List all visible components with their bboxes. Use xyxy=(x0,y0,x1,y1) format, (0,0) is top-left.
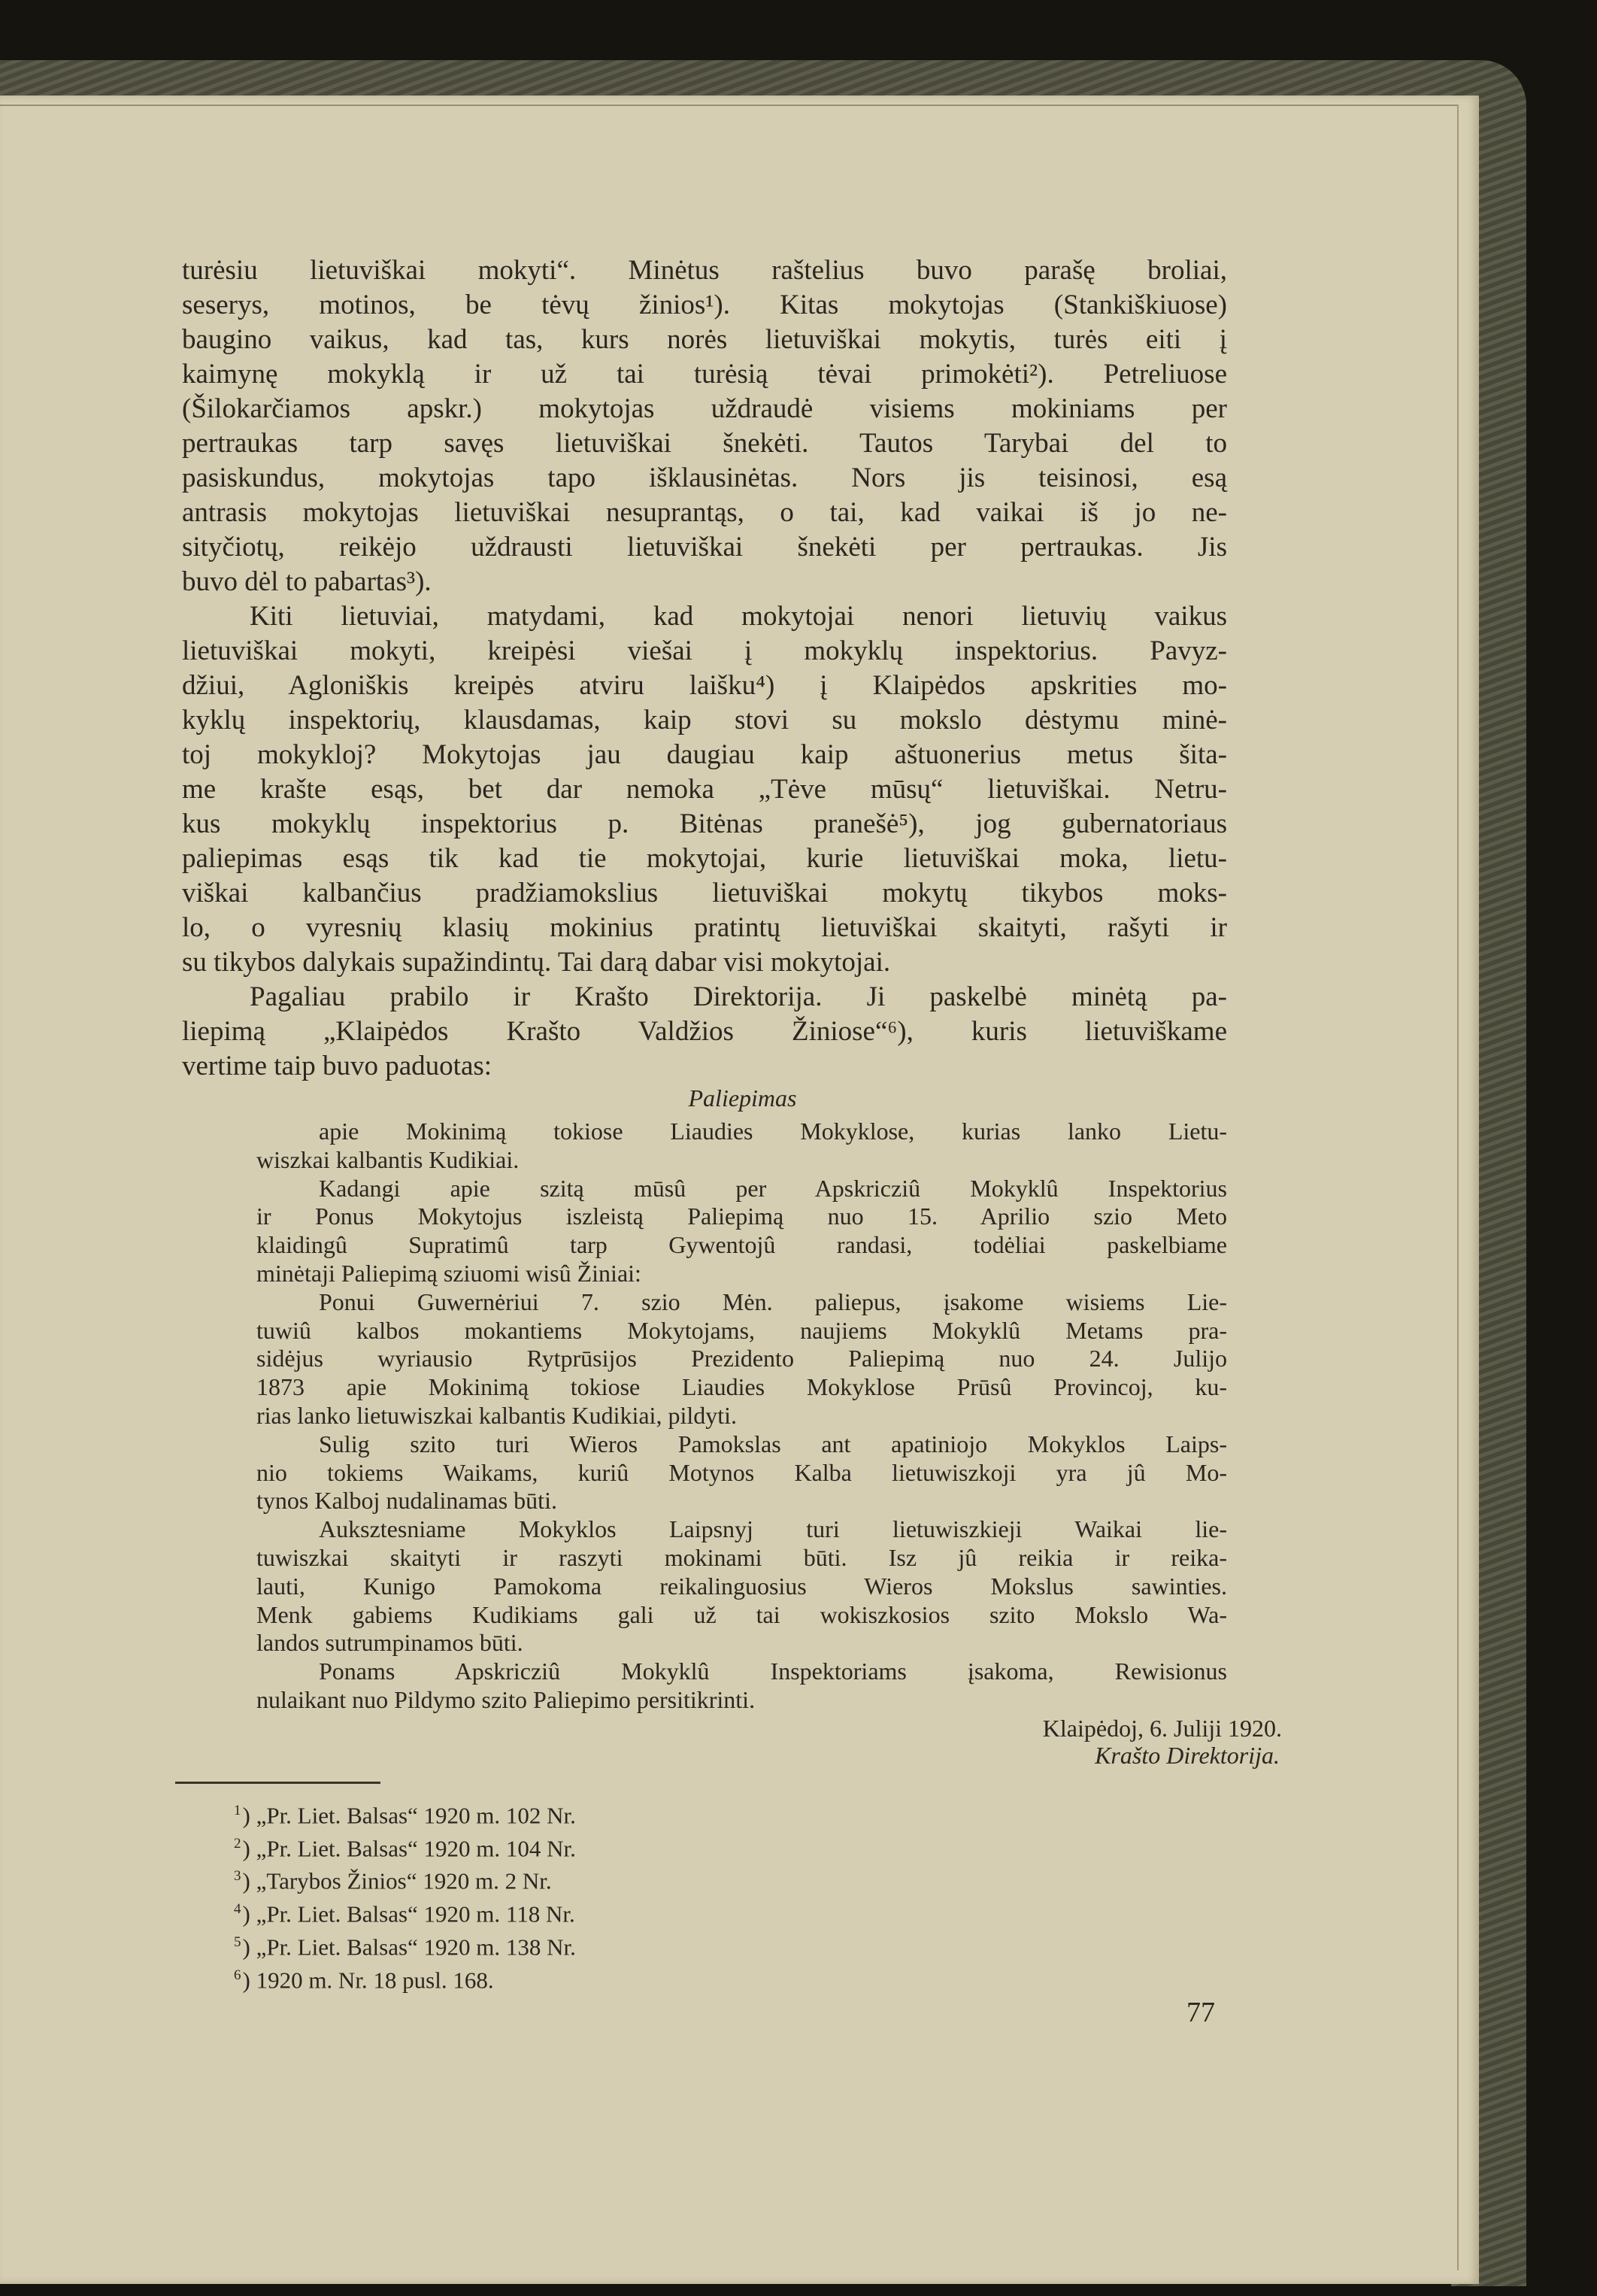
decree-text-line: tuwiszkai skaityti ir raszyti mokinami būti. Isz jû reikia ir reika- xyxy=(256,1543,1227,1571)
footnote-mark: 5 xyxy=(234,1934,241,1950)
footnote-mark: 6 xyxy=(234,1967,241,1983)
main-text-line: kaimynę mokyklą ir už tai turėsią tėvai primokėti²). Petreliuose xyxy=(182,359,1227,390)
footnote-item xyxy=(234,1862,576,1895)
main-text-line: me krašte esąs, bet dar nemoka „Tėve mūsų“ lietuviškai. Netru- xyxy=(182,774,1227,805)
footnote-text: ) „Pr. Liet. Balsas“ 1920 m. 118 Nr. xyxy=(242,1900,575,1927)
main-text-line: antrasis mokytojas lietuviškai nesuprantąs, o tai, kad vaikai iš jo ne- xyxy=(182,497,1227,528)
main-text-line: Kiti lietuviai, matydami, kad mokytojai nenori lietuvių vaikus xyxy=(250,601,1227,632)
main-text-line: kus mokyklų inspektorius p. Bitėnas pranešė⁵), jog gubernatoriaus xyxy=(182,808,1227,839)
decree-text-line: klaidingû Supratimû tarp Gywentojû randasi, todėliai paskelbiame xyxy=(256,1231,1227,1259)
main-text-line: pasiskundus, mokytojas tapo išklausinėtas. Nors jis teisinosi, esą xyxy=(182,463,1227,493)
decree-text-line: tuwiû kalbos mokantiems Mokytojams, naujiems Mokyklû Metams pra- xyxy=(256,1316,1227,1344)
footnote-item xyxy=(234,1830,576,1863)
main-text-line: paliepimas esąs tik kad tie mokytojai, kurie lietuviškai moka, lietu- xyxy=(182,843,1227,874)
page-edge-line-top xyxy=(0,105,1457,106)
decree-place-date: Klaipėdoj, 6. Juliji 1920. xyxy=(1042,1715,1282,1742)
footnote-divider xyxy=(175,1782,380,1784)
footnote-text: ) 1920 m. Nr. 18 pusl. 168. xyxy=(242,1967,494,1993)
decree-text-line: nio tokiems Waikams, kuriû Motynos Kalba lietuwiszkoji yra jû Mo- xyxy=(256,1458,1227,1486)
footnote-text: ) „Pr. Liet. Balsas“ 1920 m. 138 Nr. xyxy=(242,1934,576,1961)
decree-text-line: Menk gabiems Kudikiams gali už tai wokiszkosios szito Mokslo Wa- xyxy=(256,1600,1227,1628)
decree-text-line: lauti, Kunigo Pamokoma reikalinguosius Wieros Mokslus sawinties. xyxy=(256,1572,1227,1600)
main-text-line: sityčiotų, reikėjo uždrausti lietuviškai šnekėti per pertraukas. Jis xyxy=(182,532,1227,563)
main-text-line: liepimą „Klaipėdos Krašto Valdžios Žiniose“⁶), kuris lietuviškame xyxy=(182,1016,1227,1047)
decree-text-line: 1873 apie Mokinimą tokiose Liaudies Mokyklose Prūsû Provincoj, ku- xyxy=(256,1373,1227,1401)
decree-text-line: sidėjus wyriausio Rytprūsijos Prezidento Paliepimą nuo 24. Julijo xyxy=(256,1345,1227,1372)
footnote-item xyxy=(234,1928,576,1961)
decree-text-line: Ponui Guwernėriui 7. szio Mėn. paliepus, įsakome wisiems Lie- xyxy=(319,1288,1227,1315)
decree-text-line: landos sutrumpinamos būti. xyxy=(256,1629,523,1657)
main-text-line: turėsiu lietuviškai mokyti“. Minėtus raštelius buvo parašę broliai, xyxy=(182,255,1227,286)
footnote-mark: 1 xyxy=(234,1803,241,1818)
decree-text-line: rias lanko lietuwiszkai kalbantis Kudikiai, pildyti. xyxy=(256,1401,737,1429)
footnote-item xyxy=(234,1797,576,1830)
footnotes-list xyxy=(234,1797,576,1994)
footnote-mark: 2 xyxy=(234,1835,241,1852)
decree-body-text xyxy=(256,1118,1227,1715)
main-text-line: vertime taip buvo paduotas: xyxy=(182,1051,492,1081)
decree-text-line: apie Mokinimą tokiose Liaudies Mokyklose, kurias lanko Lietu- xyxy=(319,1118,1227,1145)
footnote-text: ) „Pr. Liet. Balsas“ 1920 m. 104 Nr. xyxy=(242,1835,576,1862)
decree-text-line: wiszkai kalbantis Kudikiai. xyxy=(256,1145,520,1173)
decree-title: Paliepimas xyxy=(688,1084,797,1112)
footnote-item xyxy=(234,1895,576,1928)
decree-text-line: tynos Kalboj nudalinamas būti. xyxy=(256,1487,557,1515)
main-text-line: toj mokykloj? Mokytojas jau daugiau kaip aštuonerius metus šita- xyxy=(182,739,1227,770)
main-text-line: pertraukas tarp savęs lietuviškai šnekėti. Tautos Tarybai del to xyxy=(182,428,1227,459)
decree-text-line: minėtaji Paliepimą sziuomi wisû Žiniai: xyxy=(256,1259,641,1287)
main-text-line: su tikybos dalykais supažindintų. Tai darą dabar visi mokytojai. xyxy=(182,947,891,978)
decree-text-line: Kadangi apie szitą mūsû per Apskricziû Mokyklû Inspektorius xyxy=(319,1174,1227,1202)
footnote-text: ) „Tarybos Žinios“ 1920 m. 2 Nr. xyxy=(242,1867,552,1894)
decree-text-line: ir Ponus Mokytojus iszleistą Paliepimą nuo 15. Aprilio szio Meto xyxy=(256,1203,1227,1230)
main-text-line: kyklų inspektorių, klausdamas, kaip stovi su mokslo dėstymu minė- xyxy=(182,705,1227,736)
main-text-line: buvo dėl to pabartas³). xyxy=(182,566,432,597)
page-edge-line-right xyxy=(1457,105,1459,2270)
main-text-line: seserys, motinos, be tėvų žinios¹). Kitas mokytojas (Stankiškiuose) xyxy=(182,290,1227,320)
main-text-line: Pagaliau prabilo ir Krašto Direktorija. Ji paskelbė minėtą pa- xyxy=(250,981,1227,1012)
decree-text-line: Sulig szito turi Wieros Pamokslas ant apatiniojo Mokyklos Laips- xyxy=(319,1430,1227,1457)
main-text-line: džiui, Agloniškis kreipės atviru laišku⁴) į Klaipėdos apskrities mo- xyxy=(182,670,1227,701)
main-body-text xyxy=(182,253,1227,1084)
decree-signature: Krašto Direktorija. xyxy=(1095,1742,1280,1769)
footnote-mark: 4 xyxy=(234,1901,241,1918)
footnote-item xyxy=(234,1961,576,1994)
page-number: 77 xyxy=(1186,1997,1215,2028)
footnote-mark: 3 xyxy=(234,1868,241,1885)
main-text-line: lietuviškai mokyti, kreipėsi viešai į mokyklų inspektorius. Pavyz- xyxy=(182,635,1227,666)
main-text-line: (Šilokarčiamos apskr.) mokytojas uždraudė visiems mokiniams per xyxy=(182,393,1227,424)
main-text-line: viškai kalbančius pradžiamokslius lietuviškai mokytų tikybos moks- xyxy=(182,878,1227,908)
decree-text-line: Auksztesniame Mokyklos Laipsnyj turi lietuwiszkieji Waikai lie- xyxy=(319,1515,1227,1543)
decree-text-line: Ponams Apskricziû Mokyklû Inspektoriams įsakoma, Rewisionus xyxy=(319,1658,1227,1685)
decree-text-line: nulaikant nuo Pildymo szito Paliepimo persitikrinti. xyxy=(256,1685,756,1713)
main-text-line: baugino vaikus, kad tas, kurs norės lietuviškai mokytis, turės eiti į xyxy=(182,324,1227,355)
footnote-text: ) „Pr. Liet. Balsas“ 1920 m. 102 Nr. xyxy=(242,1802,576,1829)
main-text-line: lo, o vyresnių klasių mokinius pratintų lietuviškai skaityti, rašyti ir xyxy=(182,912,1227,943)
